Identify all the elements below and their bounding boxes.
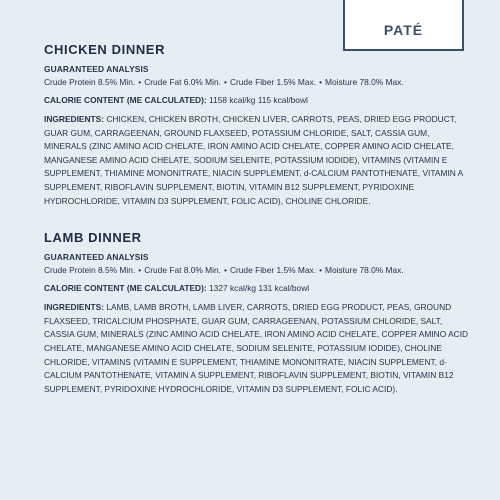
analysis-heading: GUARANTEED ANALYSIS xyxy=(44,252,149,263)
analysis-item: Moisture 78.0% Max. xyxy=(325,77,404,87)
guaranteed-analysis xyxy=(44,265,469,275)
ingredients-label: INGREDIENTS: xyxy=(44,302,105,313)
analysis-item: Crude Protein 8.5% Min. xyxy=(44,77,136,87)
ingredients-text: LAMB, LAMB BROTH, LAMB LIVER, CARROTS, DRIED EGG PRODUCT, PEAS, GROUND FLAXSEED, TRICALCIUM PHOSPHATE, GUAR GUM, CARRAGEENAN, POTASSIUM CHLORIDE, SALT, CASSIA GUM, MINERALS (ZINC AMINO ACID CHELATE, IRON AMINO ACID CHELATE, COPPER AMINO ACID CHELATE, MANGANESE AMINO ACID CHELATE, SODIUM SELENITE, POTASSIUM IODIDE), CHOLINE CHLORIDE, VITAMINS (VITAMIN E SUPPLEMENT, THIAMINE MONONITRATE, NIACIN SUPPLEMENT, d-CALCIUM PANTOTHENATE, VITAMIN A SUPPLEMENT, RIBOFLAVIN SUPPLEMENT, BIOTIN, VITAMIN B12 SUPPLEMENT, PYRIDOXINE HYDROCHLORIDE, VITAMIN D3 SUPPLEMENT, FOLIC ACID). xyxy=(44,302,469,394)
calorie-label: CALORIE CONTENT (ME CALCULATED): xyxy=(44,95,207,105)
guaranteed-analysis xyxy=(44,77,469,87)
bullet-separator: • xyxy=(138,265,142,276)
ingredients xyxy=(44,113,469,208)
pate-label: PATÉ xyxy=(383,21,424,38)
bullet-separator: • xyxy=(138,77,142,87)
calorie-content xyxy=(44,283,469,293)
section-title: LAMB DINNER xyxy=(44,230,142,246)
analysis-item: Crude Fiber 1.5% Max. xyxy=(229,265,317,276)
ingredients xyxy=(44,301,469,396)
ingredients-label: INGREDIENTS: xyxy=(44,114,105,124)
bullet-separator: • xyxy=(319,265,322,276)
calorie-label: CALORIE CONTENT (ME CALCULATED): xyxy=(44,283,207,294)
section-lamb-dinner xyxy=(44,230,469,396)
bullet-separator: • xyxy=(224,77,227,87)
ingredients-text: CHICKEN, CHICKEN BROTH, CHICKEN LIVER, CARROTS, PEAS, DRIED EGG PRODUCT, GUAR GUM, CARRAGEENAN, GROUND FLAXSEED, POTASSIUM CHLORIDE, SALT, CASSIA GUM, MINERALS (ZINC AMINO ACID CHELATE, IRON AMINO ACID CHELATE, COPPER AMINO ACID CHELATE, MANGANESE AMINO ACID CHELATE, SODIUM SELENITE, POTASSIUM IODIDE), VITAMINS (VITAMIN E SUPPLEMENT, THIAMINE MONONITRATE, NIACIN SUPPLEMENT, d-CALCIUM PANTOTHENATE, VITAMIN A SUPPLEMENT, RIBOFLAVIN SUPPLEMENT, BIOTIN, VITAMIN B12 SUPPLEMENT, PYRIDOXINE HYDROCHLORIDE, VITAMIN D3 SUPPLEMENT, FOLIC ACID), CHOLINE CHLORIDE. xyxy=(44,114,463,206)
bullet-separator: • xyxy=(319,77,322,87)
bullet-separator: • xyxy=(224,265,227,276)
section-title: CHICKEN DINNER xyxy=(44,42,166,57)
calorie-value: 1327 kcal/kg 131 kcal/bowl xyxy=(209,283,310,294)
analysis-item: Crude Fiber 1.5% Max. xyxy=(229,77,317,87)
analysis-item: Moisture 78.0% Max. xyxy=(325,265,404,276)
calorie-value: 1158 kcal/kg 115 kcal/bowl xyxy=(209,95,308,105)
section-chicken-dinner xyxy=(44,42,469,208)
content xyxy=(44,42,469,396)
analysis-item: Crude Fat 8.0% Min. xyxy=(144,265,221,276)
analysis-heading: GUARANTEED ANALYSIS xyxy=(44,64,149,74)
analysis-item: Crude Protein 8.5% Min. xyxy=(44,265,136,276)
calorie-content xyxy=(44,95,469,105)
analysis-item: Crude Fat 6.0% Min. xyxy=(144,77,221,87)
